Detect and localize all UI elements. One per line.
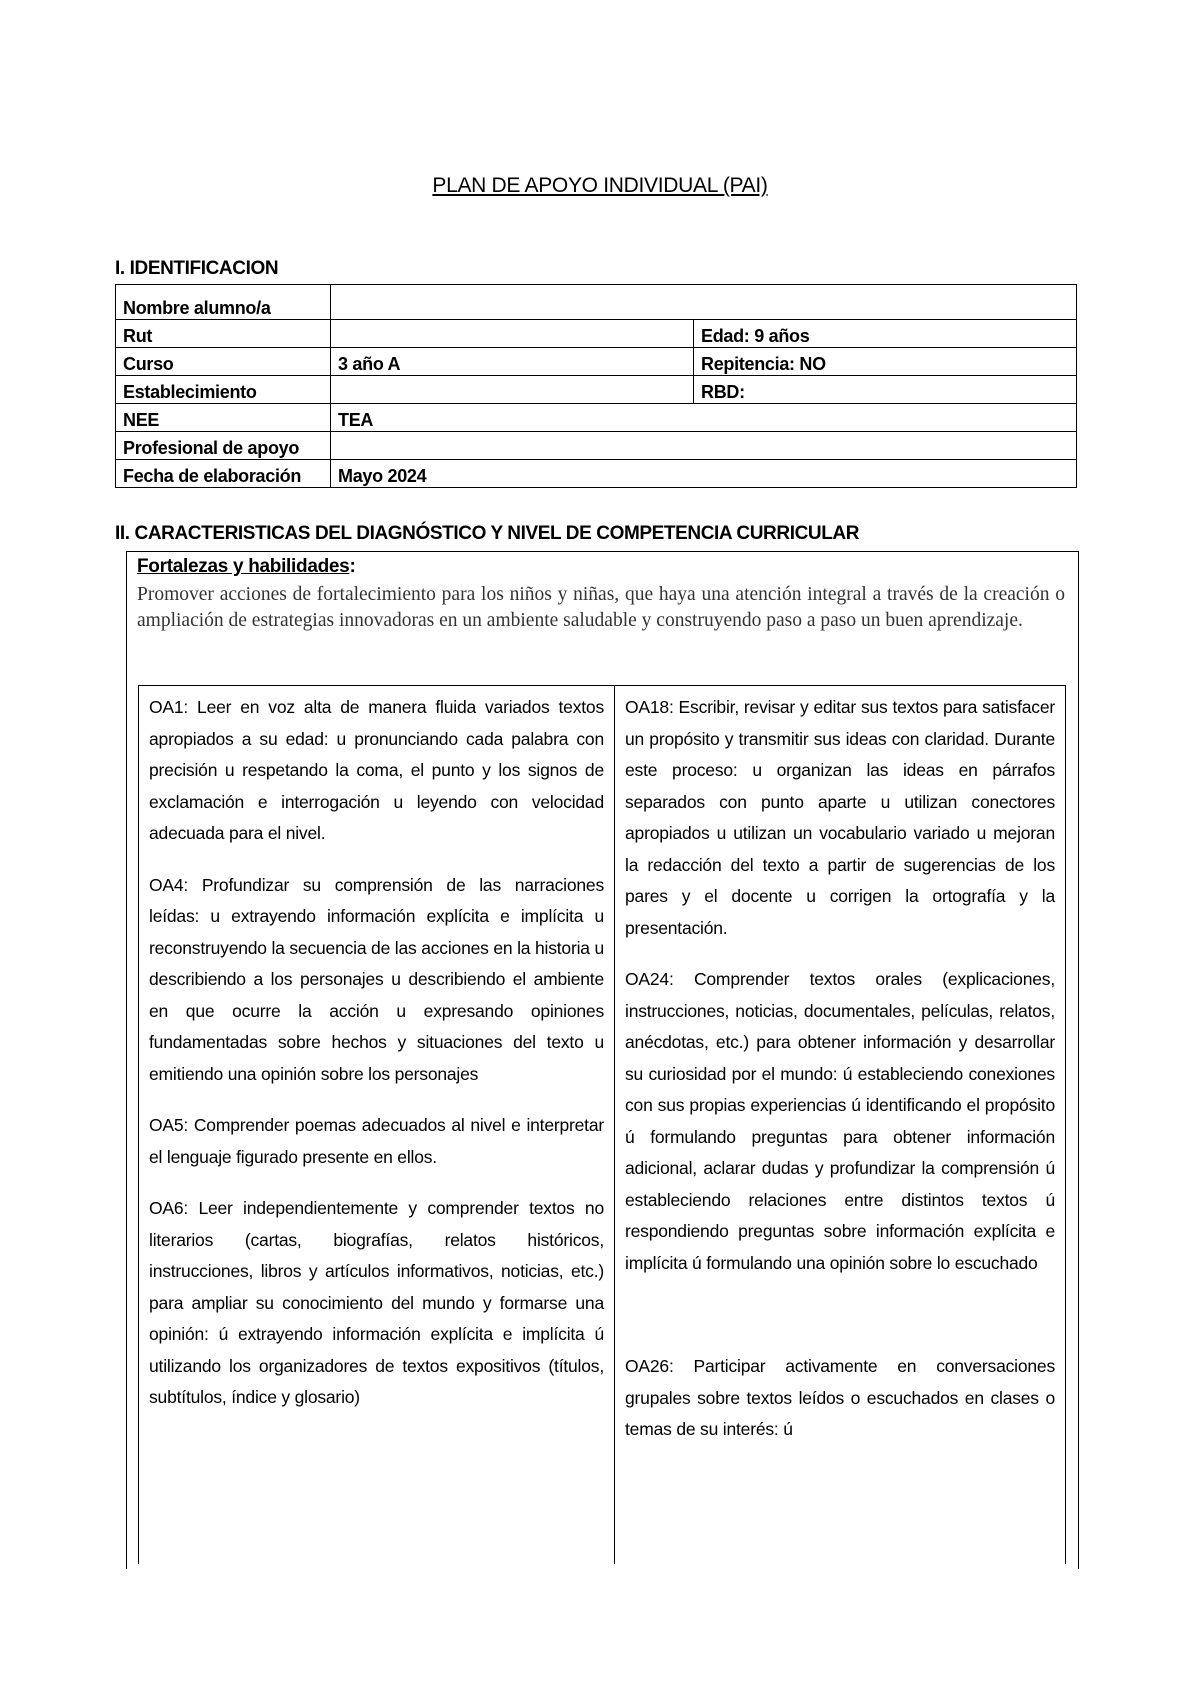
- strengths-label-text: Fortalezas y habilidades: [137, 556, 350, 577]
- table-row: [116, 404, 1077, 432]
- table-row: [139, 686, 1066, 1565]
- objective-oa1: OA1: Leer en voz alta de manera fluida variados textos apropiados a su edad: u pronunciando cada palabra con precisión u respetando la coma, el punto y los signos de exclamación e interrogación u leyendo con velocidad adecuada para el nivel.: [149, 697, 604, 843]
- table-row: [116, 285, 1077, 320]
- rbd-cell: RBD:: [694, 376, 1077, 404]
- fecha-label: Fecha de elaboración: [116, 460, 331, 488]
- table-row: [116, 376, 1077, 404]
- profesional-value: [331, 432, 1077, 460]
- strengths-label: [137, 556, 355, 578]
- nee-label: NEE: [116, 404, 331, 432]
- objective-oa6: OA6: Leer independientemente y comprender textos no literarios (cartas, biografías, relatos históricos, instrucciones, libros y artículos informativos, noticias, etc.) para ampliar su conocimiento del mundo y formarse una opinión: ú extrayendo información explícita e implícita ú utilizando los organizadores de textos expositivos (títulos, subtítulos, índice y glosario): [149, 1198, 604, 1407]
- edad-cell: Edad: 9 años: [694, 320, 1077, 348]
- strengths-label-colon: :: [349, 556, 356, 577]
- nombre-label: Nombre alumno/a: [116, 285, 331, 320]
- establecimiento-value: [331, 376, 694, 404]
- objective-oa4: OA4: Profundizar su comprensión de las narraciones leídas: u extrayendo información explícita e implícita u reconstruyendo la secuencia de las acciones en la historia u describiendo a los personajes u describiendo el ambiente en que ocurre la acción u expresando opiniones fundamentadas sobre hechos y situaciones del texto u emitiendo una opinión sobre los personajes: [149, 874, 604, 1084]
- objective-oa18: OA18: Escribir, revisar y editar sus textos para satisfacer un propósito y transmitir sus ideas con claridad. Durante este proceso: u organizan las ideas en párrafos separados con punto aparte u utilizan conectores apropiados u utilizan un vocabulario variado u mejoran la redacción del texto a partir de sugerencias de los pares y el docente u corrigen la ortografía y la presentación.: [625, 697, 1055, 938]
- section-identificacion-heading: I. IDENTIFICACION: [115, 258, 279, 279]
- document-title: PLAN DE APOYO INDIVIDUAL (PAI): [432, 174, 768, 197]
- strengths-text: Promover acciones de fortalecimiento para los niños y niñas, que haya una atención integral a través de la creación o ampliación de estrategias innovadoras en un ambiente saludable y construyendo paso a paso un buen aprendizaje.: [137, 584, 1065, 631]
- nombre-value: [331, 285, 1077, 320]
- establecimiento-label: Establecimiento: [116, 376, 331, 404]
- profesional-label: Profesional de apoyo: [116, 432, 331, 460]
- objective-oa26: OA26: Participar activamente en conversaciones grupales sobre textos leídos o escuchados en clases o temas de su interés: ú: [625, 1356, 1055, 1439]
- rut-value: [331, 320, 694, 348]
- curso-value: 3 año A: [331, 348, 694, 376]
- rut-label: Rut: [116, 320, 331, 348]
- spacer: [625, 1299, 1055, 1351]
- table-row: [116, 460, 1077, 488]
- fecha-value: Mayo 2024: [331, 460, 1077, 488]
- identification-table: [115, 284, 1077, 488]
- objective-oa24: OA24: Comprender textos orales (explicaciones, instrucciones, noticias, documentales, películas, relatos, anécdotas, etc.) para obtener información y desarrollar su curiosidad por el mundo: ú estableciendo conexiones con sus propias experiencias ú identificando el propósito ú formulando preguntas para obtener información adicional, aclarar dudas y profundizar la comprensión ú estableciendo relaciones entre distintos textos ú respondiendo preguntas sobre información explícita e implícita ú formulando una opinión sobre lo escuchado: [625, 969, 1055, 1273]
- table-row: [116, 348, 1077, 376]
- right-objectives-column: [615, 686, 1066, 1565]
- objective-oa5: OA5: Comprender poemas adecuados al nivel e interpretar el lenguaje figurado presente en ellos.: [149, 1115, 604, 1167]
- left-objectives-column: [139, 686, 615, 1565]
- section-diagnostico-heading: II. CARACTERISTICAS DEL DIAGNÓSTICO Y NIVEL DE COMPETENCIA CURRICULAR: [115, 523, 860, 544]
- repitencia-cell: Repitencia: NO: [694, 348, 1077, 376]
- curso-label: Curso: [116, 348, 331, 376]
- learning-objectives-table: [138, 685, 1066, 1564]
- table-row: [116, 432, 1077, 460]
- nee-value: TEA: [331, 404, 1077, 432]
- table-row: [116, 320, 1077, 348]
